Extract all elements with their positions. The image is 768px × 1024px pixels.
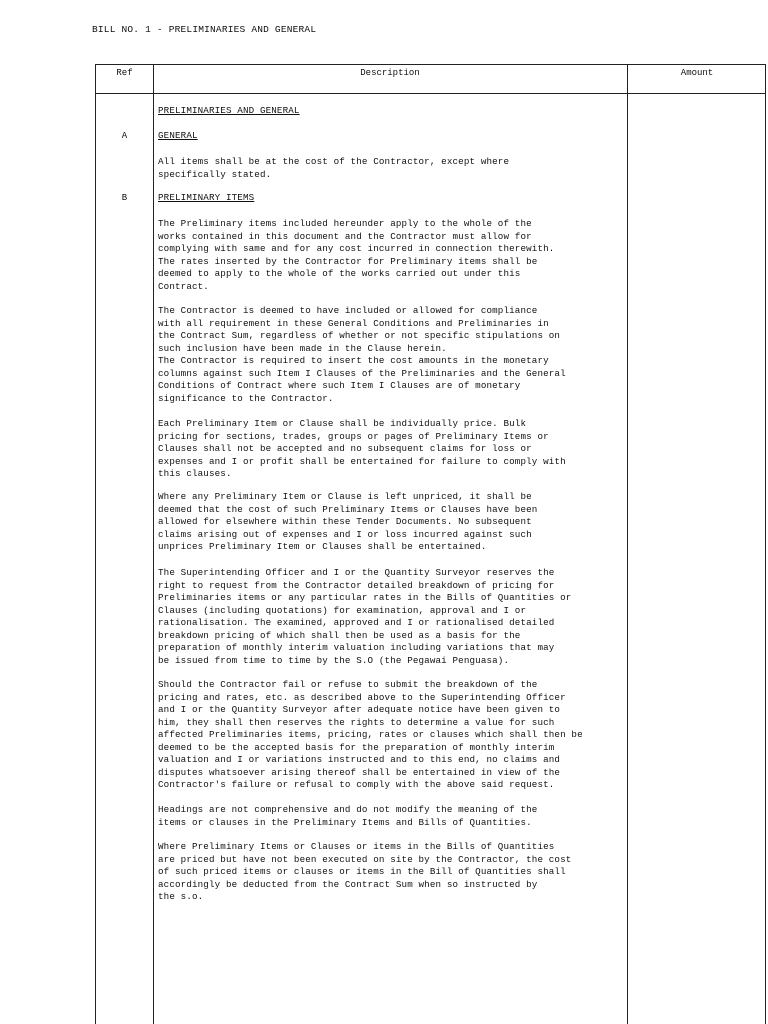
paragraph-8: Where Preliminary Items or Clauses or items in the Bills of Quantities are priced but have not been executed on site by the Contractor, the cost of such priced items or clauses or items in the Bill of Quantities shall accordingly be deducted from the Contract Sum when so instructed by the s.o. <box>158 841 572 902</box>
table-body <box>96 93 765 1024</box>
section-a-heading: GENERAL <box>158 130 198 141</box>
main-heading: PRELIMINARIES AND GENERAL <box>158 105 300 116</box>
paragraph-6: Should the Contractor fail or refuse to submit the breakdown of the pricing and rates, etc. as described above to the Superintending Officer and I or the Quantity Surveyor after adequate notice have been given to him, they shall then reserves the rights to determine a value for such affected Preliminaries items, pricing, rates or clauses which shall then be deemed to be the accepted basis for the preparation of monthly interim valuation and I or variations instructed and to this end, no claims and disputes whatsoever arising thereof shall be entertained in view of the Contractor's failure or refusal to comply with the above said request. <box>158 679 583 790</box>
header-amount: Amount <box>680 68 714 78</box>
ref-a: A <box>121 131 128 141</box>
paragraph-4: Where any Preliminary Item or Clause is left unpriced, it shall be deemed that the cost of such Preliminary Items or Clauses have been allowed for elsewhere within these Tender Documents. No subsequent claims arising out of expenses and I or loss incurred against such unprices Preliminary Item or Clauses shall be entertained. <box>158 491 538 552</box>
paragraph-5: The Superintending Officer and I or the Quantity Surveyor reserves the right to request from the Contractor detailed breakdown of pricing for Preliminaries items or any particular rates in the Bills of Quantities or Clauses (including quotations) for examination, approval and I or rationalisation. The examined, approved and I or rationalised detailed breakdown pricing of which shall then be used as a basis for the preparation of monthly interim valuation including variations that may be issued from time to time by the S.O (the Pegawai Penguasa). <box>158 567 572 666</box>
section-b-heading: PRELIMINARY ITEMS <box>158 192 255 203</box>
header-description: Description <box>360 68 420 78</box>
header-ref: Ref <box>116 68 133 78</box>
paragraph-2: The Contractor is deemed to have included or allowed for compliance with all requirement in these General Conditions and Preliminaries in the Contract Sum, regardless of whether or not specific stipulations on such inclusion have been made in the Clause herein. The Contractor is required to insert the cost amounts in the monetary columns against such Item I Clauses of the Preliminaries and the General Conditions of Contract where such Item I Clauses are of monetary significance to the Contractor. <box>158 305 566 404</box>
section-a-text: All items shall be at the cost of the Contractor, except where specifically stated. <box>158 156 510 180</box>
table-header-row <box>96 65 765 94</box>
paragraph-3: Each Preliminary Item or Clause shall be individually price. Bulk pricing for sections, trades, groups or pages of Preliminary Items or Clauses shall not be accepted and no subsequent claims for loss or expenses and I or profit shall be entertained for failure to comply with this clauses. <box>158 418 566 479</box>
bill-table <box>95 64 766 1024</box>
paragraph-1: The Preliminary items included hereunder apply to the whole of the works contained in this document and the Contractor must allow for complying with same and for any cost incurred in connection therewith. The rates inserted by the Contractor for Preliminary items shall be deemed to apply to the whole of the works carried out under this Contract. <box>158 218 555 292</box>
paragraph-7: Headings are not comprehensive and do not modify the meaning of the items or clauses in the Preliminary Items and Bills of Quantities. <box>158 804 538 828</box>
ref-b: B <box>121 193 128 203</box>
page-header: BILL NO. 1 - PRELIMINARIES AND GENERAL <box>92 24 317 35</box>
